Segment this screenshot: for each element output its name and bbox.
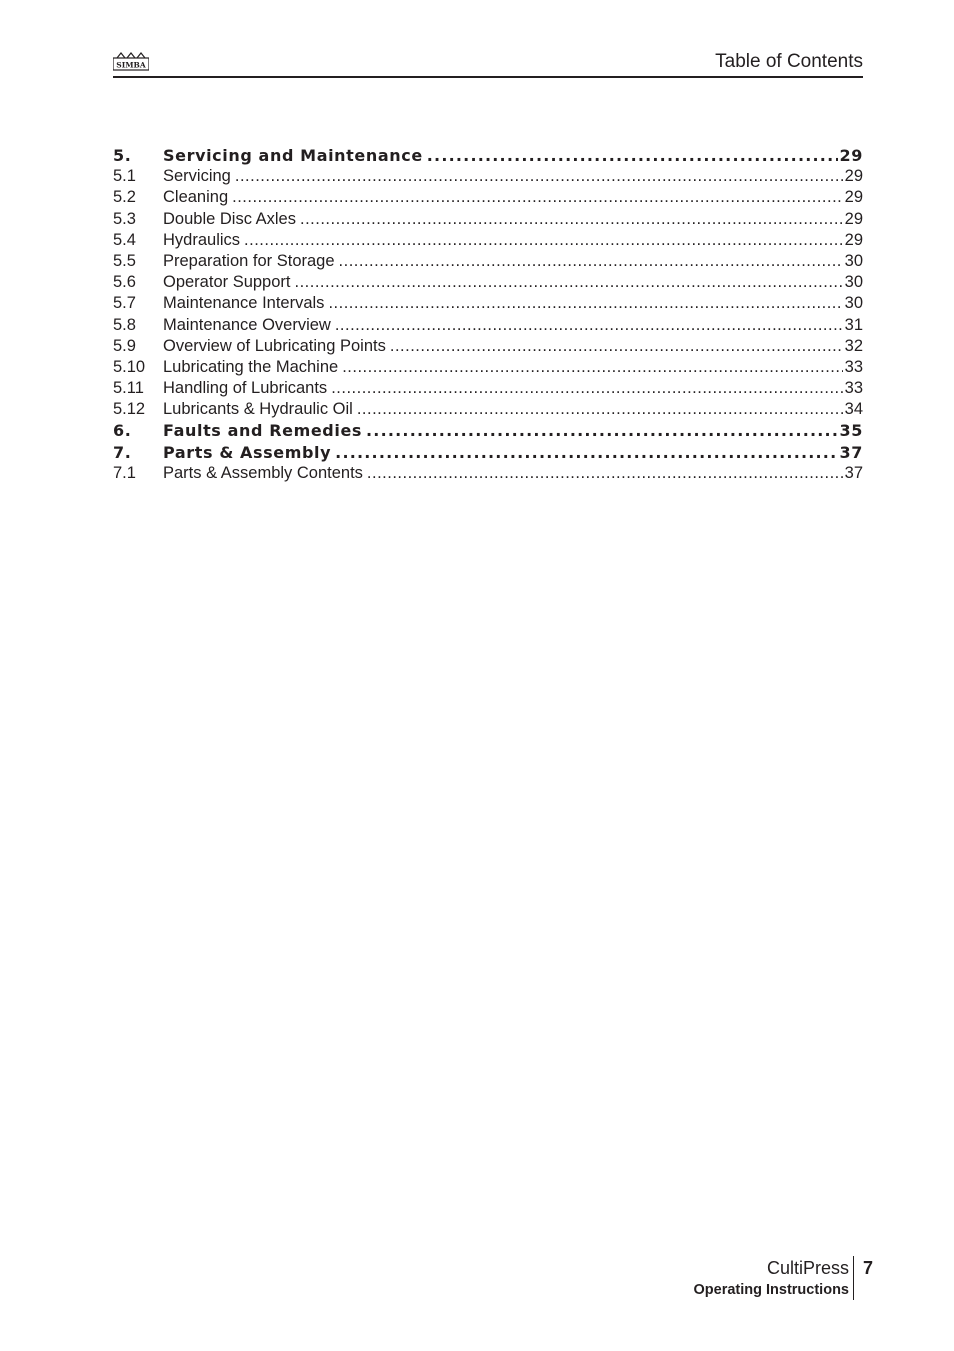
toc-section-row[interactable] — [113, 187, 863, 208]
toc-entry-number: 7.1 — [113, 463, 136, 482]
simba-logo-icon — [113, 52, 149, 72]
toc-entry-page: 37 — [839, 442, 863, 462]
footer-product-name: CultiPress — [766, 1258, 849, 1278]
toc-dot-leader — [335, 315, 843, 336]
toc-section-row[interactable] — [113, 166, 863, 187]
toc-entry-page: 30 — [844, 273, 863, 292]
logo-text: SIMBA — [116, 60, 146, 70]
toc-entry-title: Maintenance Overview — [163, 315, 331, 334]
toc-entry-page: 37 — [844, 463, 863, 482]
toc-section-row[interactable] — [113, 378, 863, 399]
header-title: Table of Contents — [715, 51, 863, 72]
toc-entry-title: Maintenance Intervals — [163, 294, 325, 313]
toc-entry-page: 33 — [844, 379, 863, 398]
toc-chapter-row[interactable] — [113, 442, 863, 463]
toc-entry-page: 33 — [844, 357, 863, 376]
toc-section-row[interactable] — [113, 209, 863, 230]
toc-entry-page: 35 — [839, 421, 863, 441]
toc-dot-leader — [235, 166, 843, 187]
toc-dot-leader — [342, 357, 842, 378]
toc-entry-number: 6. — [113, 421, 132, 441]
toc-entry-title: Lubricating the Machine — [163, 357, 339, 376]
toc-chapter-row[interactable] — [113, 420, 863, 441]
toc-section-row[interactable] — [113, 272, 863, 293]
toc-section-row[interactable] — [113, 251, 863, 272]
toc-dot-leader — [367, 463, 843, 484]
toc-dot-leader — [328, 293, 842, 314]
toc-entry-number: 5. — [113, 146, 132, 165]
toc-dot-leader — [427, 145, 838, 166]
toc-entry-page: 30 — [844, 294, 863, 313]
footer-product-block — [694, 1256, 855, 1300]
toc-entry-title: Cleaning — [163, 188, 229, 207]
toc-entry-number: 5.3 — [113, 209, 136, 228]
toc-section-row[interactable] — [113, 463, 863, 484]
toc-dot-leader — [357, 399, 843, 420]
toc-section-row[interactable] — [113, 293, 863, 314]
toc-entry-number: 5.10 — [113, 357, 146, 376]
toc-entry-title: Overview of Lubricating Points — [163, 336, 386, 355]
toc-entry-title: Parts & Assembly Contents — [163, 463, 363, 482]
toc-entry-number: 5.9 — [113, 336, 136, 355]
toc-entry-title: Operator Support — [163, 273, 291, 292]
toc-entry-number: 5.5 — [113, 251, 136, 270]
toc-chapter-row[interactable] — [113, 145, 863, 166]
footer-subtitle: Operating Instructions — [693, 1282, 849, 1298]
toc-dot-leader — [339, 251, 843, 272]
toc-entry-page: 29 — [844, 167, 863, 186]
toc-entry-number: 5.8 — [113, 315, 136, 334]
toc-entry-page: 31 — [844, 315, 863, 334]
page-header — [113, 48, 863, 78]
toc-section-row[interactable] — [113, 315, 863, 336]
toc-dot-leader — [244, 230, 843, 251]
toc-entry-number: 7. — [113, 442, 132, 462]
toc-dot-leader — [366, 420, 838, 441]
toc-entry-page: 30 — [844, 251, 863, 270]
toc-entry-page: 34 — [844, 400, 863, 419]
toc-entry-page: 29 — [844, 209, 863, 228]
toc-section-row[interactable] — [113, 230, 863, 251]
toc-entry-title: Double Disc Axles — [163, 209, 296, 228]
toc-dot-leader — [335, 442, 837, 463]
toc-entry-title: Servicing and Maintenance — [163, 146, 423, 165]
toc-entry-number: 5.2 — [113, 188, 136, 207]
page-number: 7 — [862, 1258, 873, 1278]
toc-entry-number: 5.6 — [113, 273, 136, 292]
toc-dot-leader — [331, 378, 842, 399]
toc-entry-number: 5.7 — [113, 294, 136, 313]
toc-entry-number: 5.1 — [113, 167, 136, 186]
toc-entry-page: 32 — [844, 336, 863, 355]
toc-section-row[interactable] — [113, 399, 863, 420]
toc-section-row[interactable] — [113, 336, 863, 357]
toc-entry-page: 29 — [839, 146, 863, 165]
toc-entry-title: Faults and Remedies — [163, 421, 363, 441]
toc-dot-leader — [390, 336, 843, 357]
toc-entry-number: 5.12 — [113, 400, 146, 419]
toc-section-row[interactable] — [113, 357, 863, 378]
toc-entry-page: 29 — [844, 230, 863, 249]
toc-entry-title: Hydraulics — [163, 230, 241, 249]
toc-entry-title: Servicing — [163, 167, 231, 186]
toc-entry-title: Parts & Assembly — [163, 442, 332, 462]
toc-entry-number: 5.4 — [113, 230, 136, 249]
toc-dot-leader — [232, 187, 843, 208]
toc-dot-leader — [295, 272, 843, 293]
table-of-contents — [113, 145, 863, 484]
toc-entry-title: Handling of Lubricants — [163, 379, 328, 398]
toc-entry-page: 29 — [844, 188, 863, 207]
toc-entry-title: Lubricants & Hydraulic Oil — [163, 400, 353, 419]
toc-dot-leader — [300, 209, 843, 230]
toc-entry-title: Preparation for Storage — [163, 251, 335, 270]
toc-entry-number: 5.11 — [113, 379, 144, 398]
